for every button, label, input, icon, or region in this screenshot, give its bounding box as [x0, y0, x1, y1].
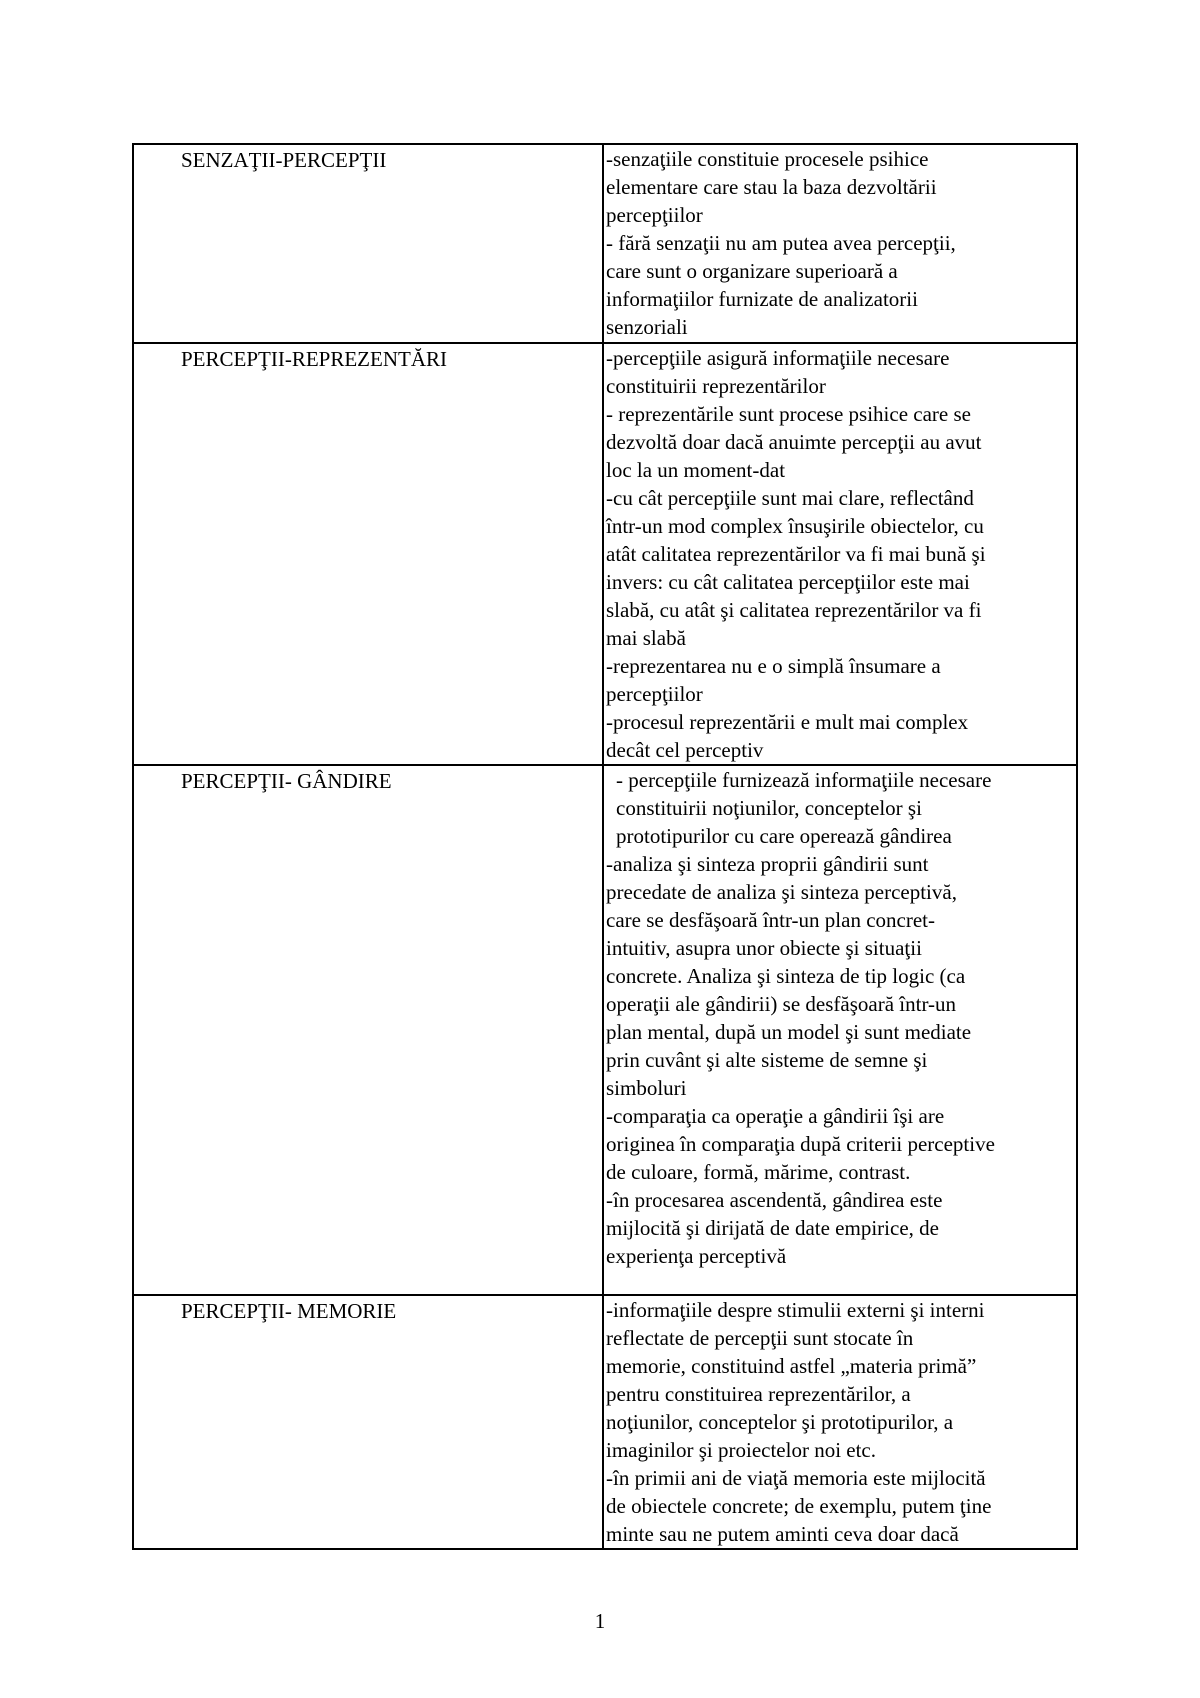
- content-line: -analiza şi sinteza proprii gândirii sunt: [606, 852, 929, 876]
- table-row: [133, 144, 1077, 343]
- content-line: într-un mod complex însuşirile obiectelor, cu: [606, 514, 984, 538]
- row-title: PERCEPŢII- GÂNDIRE: [181, 769, 392, 793]
- content-line: -senzaţiile constituie procesele psihice: [606, 147, 929, 171]
- row-content-cell: [603, 144, 1077, 343]
- content-line: reflectate de percepţii sunt stocate în: [606, 1326, 914, 1350]
- row-title-cell: [133, 144, 603, 343]
- content-line: prin cuvânt şi alte sisteme de semne şi: [606, 1048, 928, 1072]
- content-line: dezvoltă doar dacă anuimte percepţii au avut: [606, 430, 982, 454]
- content-line: plan mental, după un model şi sunt mediate: [606, 1020, 972, 1044]
- content-line: informaţiilor furnizate de analizatorii: [606, 287, 918, 311]
- content-line: percepţiilor: [606, 203, 703, 227]
- content-line: -procesul reprezentării e mult mai complex: [606, 710, 969, 734]
- content-line: de culoare, formă, mărime, contrast.: [606, 1160, 911, 1184]
- content-line: constituirii reprezentărilor: [606, 374, 826, 398]
- content-line: -comparaţia ca operaţie a gândirii îşi are: [606, 1104, 945, 1128]
- content-line: originea în comparaţia după criterii perceptive: [606, 1132, 995, 1156]
- content-line: percepţiilor: [606, 682, 703, 706]
- row-title: PERCEPŢII- MEMORIE: [181, 1299, 397, 1323]
- content-line: care se desfăşoară într-un plan concret-: [606, 908, 935, 932]
- row-content-cell: [603, 343, 1077, 765]
- content-line: -în primii ani de viaţă memoria este mijlocită: [606, 1466, 986, 1490]
- content-line: slabă, cu atât şi calitatea reprezentărilor va fi: [606, 598, 982, 622]
- content-line: pentru constituirea reprezentărilor, a: [606, 1382, 911, 1406]
- content-line: elementare care stau la baza dezvoltării: [606, 175, 937, 199]
- content-line: mijlocită şi dirijată de date empirice, de: [606, 1216, 939, 1240]
- table-row: [133, 343, 1077, 765]
- content-line: senzoriali: [606, 315, 688, 339]
- content-line: -informaţiile despre stimulii externi şi interni: [606, 1298, 985, 1322]
- content-line: care sunt o organizare superioară a: [606, 259, 898, 283]
- content-line: -reprezentarea nu e o simplă însumare a: [606, 654, 941, 678]
- content-line: constituirii noţiunilor, conceptelor şi: [616, 796, 922, 820]
- content-line: atât calitatea reprezentărilor va fi mai bună şi: [606, 542, 986, 566]
- content-line: -percepţiile asigură informaţiile necesare: [606, 346, 950, 370]
- content-line: simboluri: [606, 1076, 687, 1100]
- content-line: -cu cât percepţiile sunt mai clare, reflectând: [606, 486, 974, 510]
- content-line: mai slabă: [606, 626, 686, 650]
- page-number: 1: [594, 1609, 606, 1633]
- content-line: - percepţiile furnizează informaţiile necesare: [616, 768, 992, 792]
- content-line: intuitiv, asupra unor obiecte şi situaţii: [606, 936, 922, 960]
- row-title-cell: [133, 765, 603, 1295]
- content-line: -în procesarea ascendentă, gândirea este: [606, 1188, 943, 1212]
- content-line: - fără senzaţii nu am putea avea percepţii,: [606, 231, 956, 255]
- content-line: imaginilor şi proiectelor noi etc.: [606, 1438, 877, 1462]
- content-line: de obiectele concrete; de exemplu, putem ţine: [606, 1494, 992, 1518]
- row-title-cell: [133, 343, 603, 765]
- document-table: [132, 143, 1078, 1550]
- content-line: concrete. Analiza şi sinteza de tip logic (ca: [606, 964, 966, 988]
- row-content-cell: [603, 765, 1077, 1295]
- content-line: invers: cu cât calitatea percepţiilor este mai: [606, 570, 970, 594]
- content-line: minte sau ne putem aminti ceva doar dacă: [606, 1522, 959, 1546]
- content-line: noţiunilor, conceptelor şi prototipurilor, a: [606, 1410, 954, 1434]
- content-line: - reprezentările sunt procese psihice care se: [606, 402, 971, 426]
- content-line: operaţii ale gândirii) se desfăşoară într-un: [606, 992, 957, 1016]
- table-row: [133, 1295, 1077, 1549]
- row-title-cell: [133, 1295, 603, 1549]
- content-line: memorie, constituind astfel „materia primă”: [606, 1354, 977, 1378]
- row-title: SENZAŢII-PERCEPŢII: [181, 148, 387, 172]
- row-title: PERCEPŢII-REPREZENTĂRI: [181, 347, 447, 371]
- row-content-cell: [603, 1295, 1077, 1549]
- content-line: experienţa perceptivă: [606, 1244, 787, 1268]
- content-line: decât cel perceptiv: [606, 738, 764, 762]
- content-line: loc la un moment-dat: [606, 458, 786, 482]
- content-line: precedate de analiza şi sinteza perceptivă,: [606, 880, 957, 904]
- table-row: [133, 765, 1077, 1295]
- content-line: prototipurilor cu care operează gândirea: [616, 824, 952, 848]
